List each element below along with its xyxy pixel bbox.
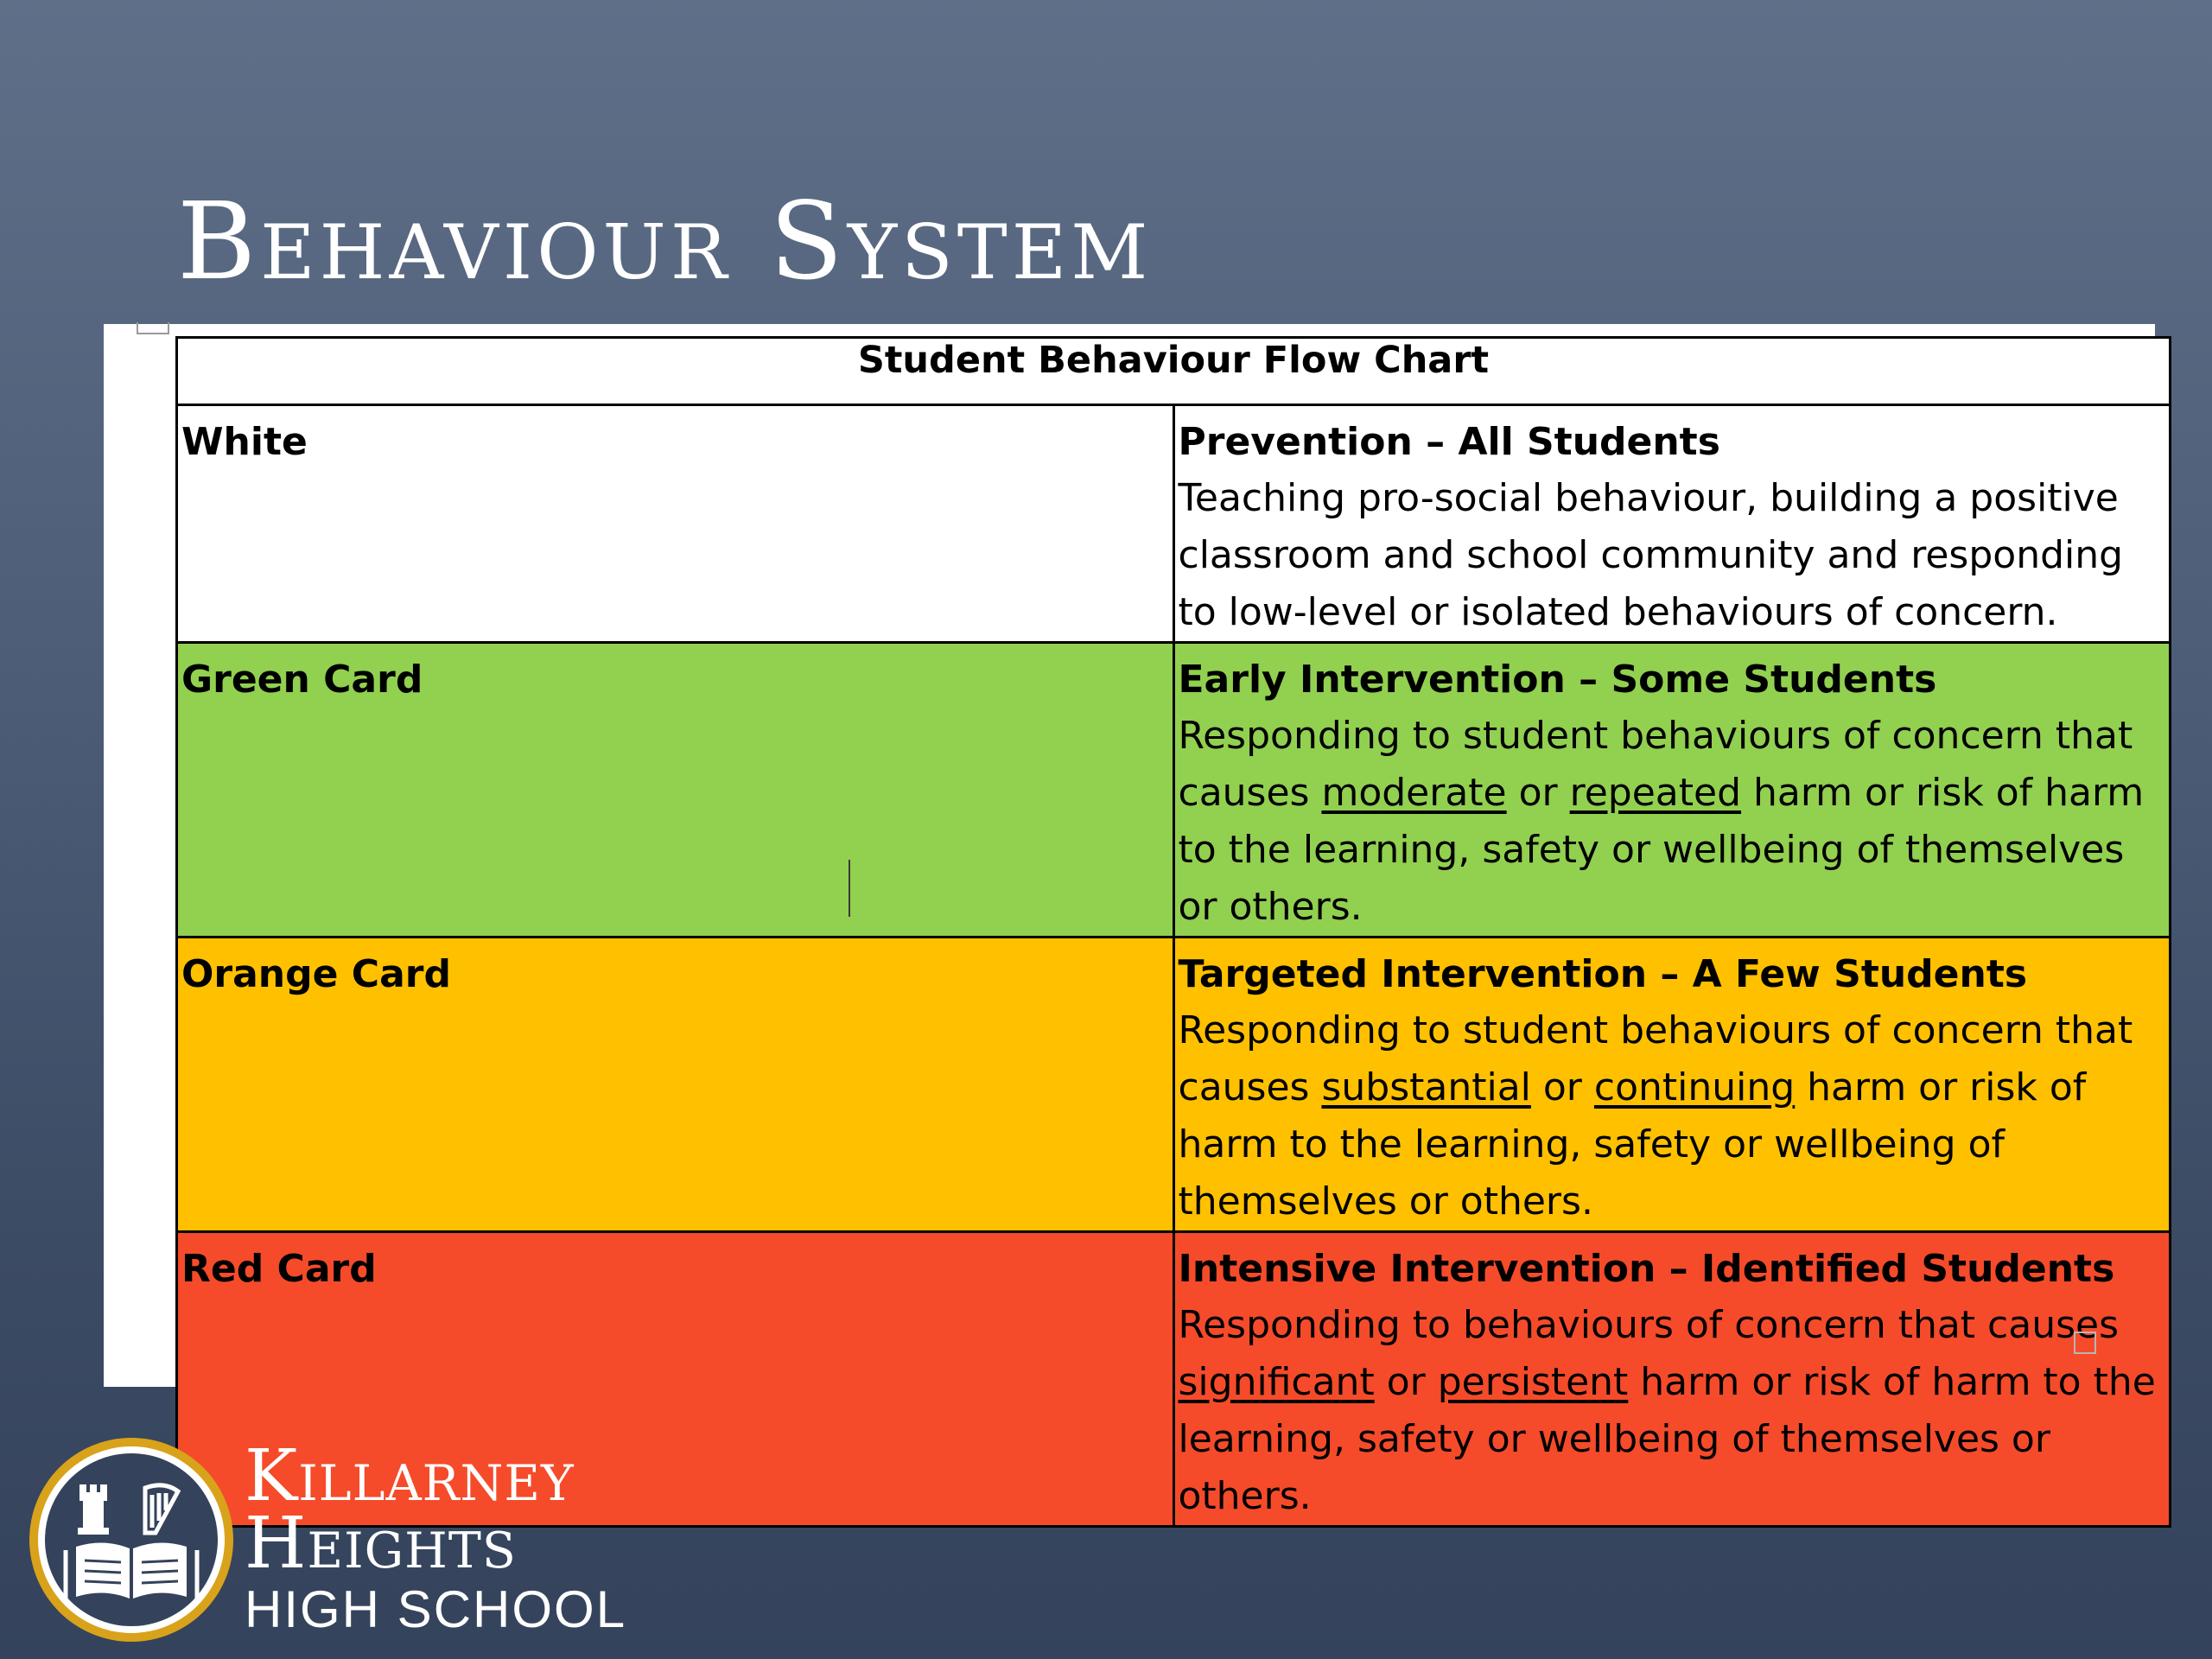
tier-text-end: harm or risk of harm to the learning, safety or wellbeing of themselves or others. xyxy=(1178,1065,2087,1224)
school-name xyxy=(245,1435,627,1642)
tier-description xyxy=(1173,938,2171,1232)
emphasis-word: significant xyxy=(1178,1360,1375,1404)
tier-text-start: Responding to student behaviours of concern that causes xyxy=(1178,714,2133,815)
table-header: Student Behaviour Flow Chart xyxy=(177,338,2171,405)
tier-row-orange xyxy=(177,938,2171,1232)
emphasis-word: repeated xyxy=(1569,771,1742,815)
emphasis-word: persistent xyxy=(1437,1360,1629,1404)
tier-description xyxy=(1173,405,2171,643)
tier-text xyxy=(1179,708,2170,936)
behaviour-flow-table xyxy=(175,336,2171,1528)
tier-title: Targeted Intervention – A Few Students xyxy=(1178,952,2028,996)
connector: or xyxy=(1530,1065,1594,1109)
tier-row-green xyxy=(177,643,2171,938)
logo-disc xyxy=(45,1453,218,1626)
level-label: Red Card xyxy=(177,1232,1174,1527)
school-name-line2: Heights xyxy=(245,1503,517,1585)
tier-title: Early Intervention – Some Students xyxy=(1178,658,1937,702)
level-label: Green Card xyxy=(177,643,1174,938)
table-anchor-handle[interactable] xyxy=(137,322,169,334)
level-label: White xyxy=(177,405,1174,643)
tier-text xyxy=(1179,1297,2170,1525)
tier-description xyxy=(1173,1232,2171,1527)
table-header-row xyxy=(177,338,2171,405)
resize-handle[interactable] xyxy=(2074,1332,2096,1354)
emphasis-word: continuing xyxy=(1593,1065,1796,1109)
tier-row-white xyxy=(177,405,2171,643)
level-label: Orange Card xyxy=(177,938,1174,1232)
tier-text-end: harm or risk of harm to the learning, safety or wellbeing of themselves or others. xyxy=(1178,771,2145,929)
school-name-line3: HIGH SCHOOL xyxy=(245,1580,627,1638)
tier-text-start: Responding to behaviours of concern that causes xyxy=(1178,1303,2120,1347)
tier-text-end: harm or risk of harm to the learning, safety or wellbeing of themselves or others. xyxy=(1178,1360,2156,1518)
tier-text xyxy=(1179,1002,2170,1230)
tier-title: Intensive Intervention – Identified Students xyxy=(1178,1247,2115,1291)
emphasis-word: moderate xyxy=(1321,771,1507,815)
slide-title: Behaviour System xyxy=(177,180,1153,304)
tier-text-start: Teaching pro-social behaviour, building a positive classroom and school community and responding to low-level or isolated behaviours of concern. xyxy=(1178,476,2124,634)
tier-text-start: Responding to student behaviours of concern that causes xyxy=(1178,1008,2133,1109)
school-logo xyxy=(26,1434,238,1646)
connector: or xyxy=(1506,771,1570,815)
text-cursor xyxy=(849,860,850,917)
tier-text xyxy=(1179,470,2170,641)
school-name-line1: Killarney xyxy=(245,1435,575,1517)
emphasis-word: substantial xyxy=(1321,1065,1531,1109)
tier-description xyxy=(1173,643,2171,938)
tier-title: Prevention – All Students xyxy=(1178,420,1720,464)
connector: or xyxy=(1374,1360,1438,1404)
